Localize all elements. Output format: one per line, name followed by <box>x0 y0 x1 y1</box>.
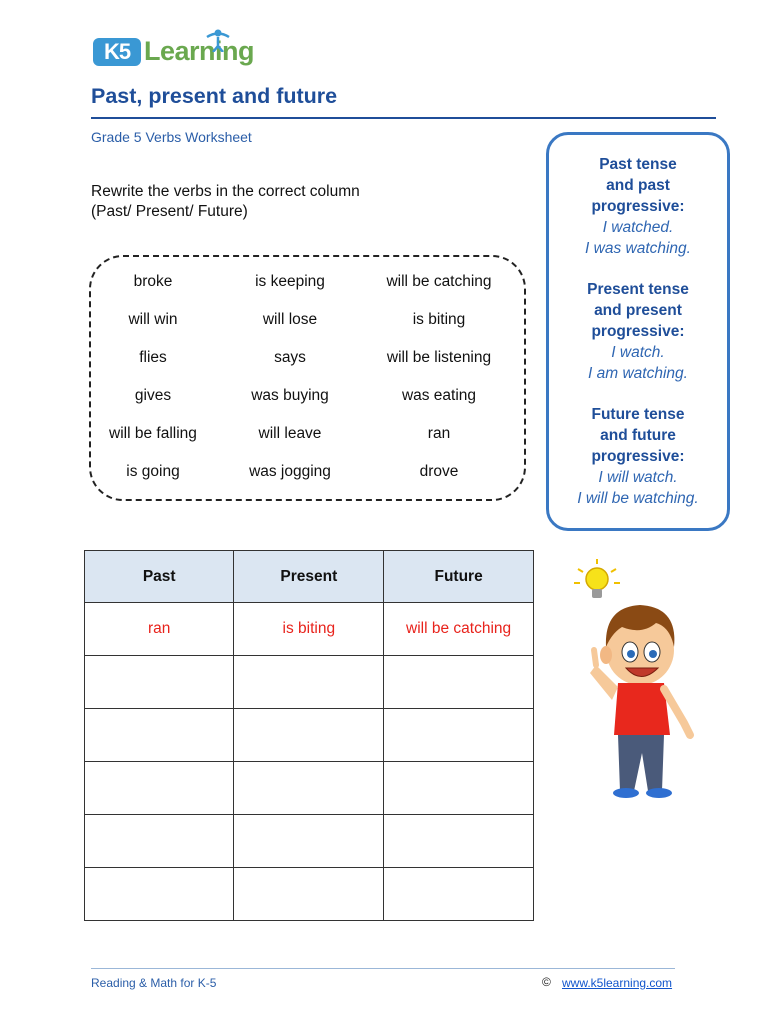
word-bank-item: says <box>274 349 306 366</box>
answer-cell-present[interactable] <box>234 709 384 762</box>
answer-cell-future[interactable] <box>384 868 534 921</box>
example-past-cell: ran <box>85 603 234 656</box>
answer-cell-future[interactable] <box>384 656 534 709</box>
word-bank-item: was jogging <box>249 463 331 480</box>
word-bank-item: will be catching <box>386 273 492 290</box>
page-title: Past, present and future <box>91 84 338 108</box>
answer-cell-present[interactable] <box>234 815 384 868</box>
answer-cell-past[interactable] <box>85 709 234 762</box>
tip-heading: Past tense <box>599 156 677 173</box>
tip-past <box>549 154 727 259</box>
column-header-past: Past <box>85 551 234 603</box>
word-bank-item: ran <box>427 425 451 442</box>
table-row <box>85 815 534 868</box>
example-present-cell: is biting <box>234 603 384 656</box>
tip-heading: Present tense <box>587 281 689 298</box>
table-row <box>85 762 534 815</box>
tip-example: I am watching. <box>588 365 688 382</box>
word-bank-item: is keeping <box>255 273 325 290</box>
tip-example: I was watching. <box>585 240 691 257</box>
word-bank-item: broke <box>133 273 173 290</box>
answer-cell-present[interactable] <box>234 762 384 815</box>
boy-lightbulb-illustration <box>566 555 706 800</box>
answer-cell-past[interactable] <box>85 868 234 921</box>
word-bank-item: was eating <box>401 387 477 404</box>
tip-heading: and present <box>594 302 682 319</box>
table-row <box>85 709 534 762</box>
answer-cell-future[interactable] <box>384 709 534 762</box>
footer-divider <box>91 968 675 969</box>
logo-wordmark: Learning <box>144 36 255 66</box>
example-future-cell: will be catching <box>384 603 534 656</box>
answer-cell-past[interactable] <box>85 656 234 709</box>
table-header-row <box>85 551 534 603</box>
tip-heading: progressive: <box>591 448 685 465</box>
table-row <box>85 868 534 921</box>
answer-cell-present[interactable] <box>234 656 384 709</box>
tip-example: I watched. <box>602 219 674 236</box>
word-bank-item: drove <box>419 463 459 480</box>
column-header-present: Present <box>234 551 384 603</box>
answer-cell-future[interactable] <box>384 815 534 868</box>
tip-future <box>549 404 727 509</box>
word-bank-item: gives <box>134 387 172 404</box>
word-bank-item: was buying <box>251 387 329 404</box>
title-divider <box>91 117 716 119</box>
tense-tip-box <box>546 132 730 531</box>
tip-heading: and future <box>600 427 676 444</box>
tip-heading: progressive: <box>591 323 685 340</box>
table-row-example <box>85 603 534 656</box>
word-bank-item: will leave <box>258 425 322 442</box>
word-bank-item: flies <box>139 349 167 366</box>
tip-heading: Future tense <box>591 406 685 423</box>
website-link[interactable]: www.k5learning.com <box>562 976 673 990</box>
answer-cell-past[interactable] <box>85 815 234 868</box>
answer-cell-future[interactable] <box>384 762 534 815</box>
answer-table <box>84 550 534 921</box>
instructions-line-1: Rewrite the verbs in the correct column <box>91 183 360 200</box>
column-header-future: Future <box>384 551 534 603</box>
word-bank-item: will lose <box>262 311 318 328</box>
footer-tagline: Reading & Math for K-5 <box>91 976 217 990</box>
tip-heading: and past <box>606 177 670 194</box>
answer-cell-present[interactable] <box>234 868 384 921</box>
tip-heading: progressive: <box>591 198 685 215</box>
logo-figure-icon <box>201 28 235 52</box>
instructions <box>91 182 360 222</box>
k5-learning-logo <box>93 30 258 70</box>
copyright-symbol: © <box>542 975 551 989</box>
answer-cell-past[interactable] <box>85 762 234 815</box>
table-row <box>85 656 534 709</box>
worksheet-subtitle: Grade 5 Verbs Worksheet <box>91 129 252 145</box>
word-bank-item: will be falling <box>109 425 197 442</box>
word-bank-item: will win <box>128 311 178 328</box>
word-bank-item: will be listening <box>386 349 492 366</box>
instructions-line-2: (Past/ Present/ Future) <box>91 203 248 220</box>
lightbulb-icon <box>574 559 620 598</box>
word-bank <box>89 255 526 501</box>
word-bank-item: is going <box>126 463 180 480</box>
tip-example: I will watch. <box>598 469 678 486</box>
logo-badge: K5 <box>93 38 141 66</box>
word-bank-item: is biting <box>412 311 466 328</box>
tip-example: I watch. <box>611 344 665 361</box>
tip-present <box>549 279 727 384</box>
tip-example: I will be watching. <box>577 490 699 507</box>
